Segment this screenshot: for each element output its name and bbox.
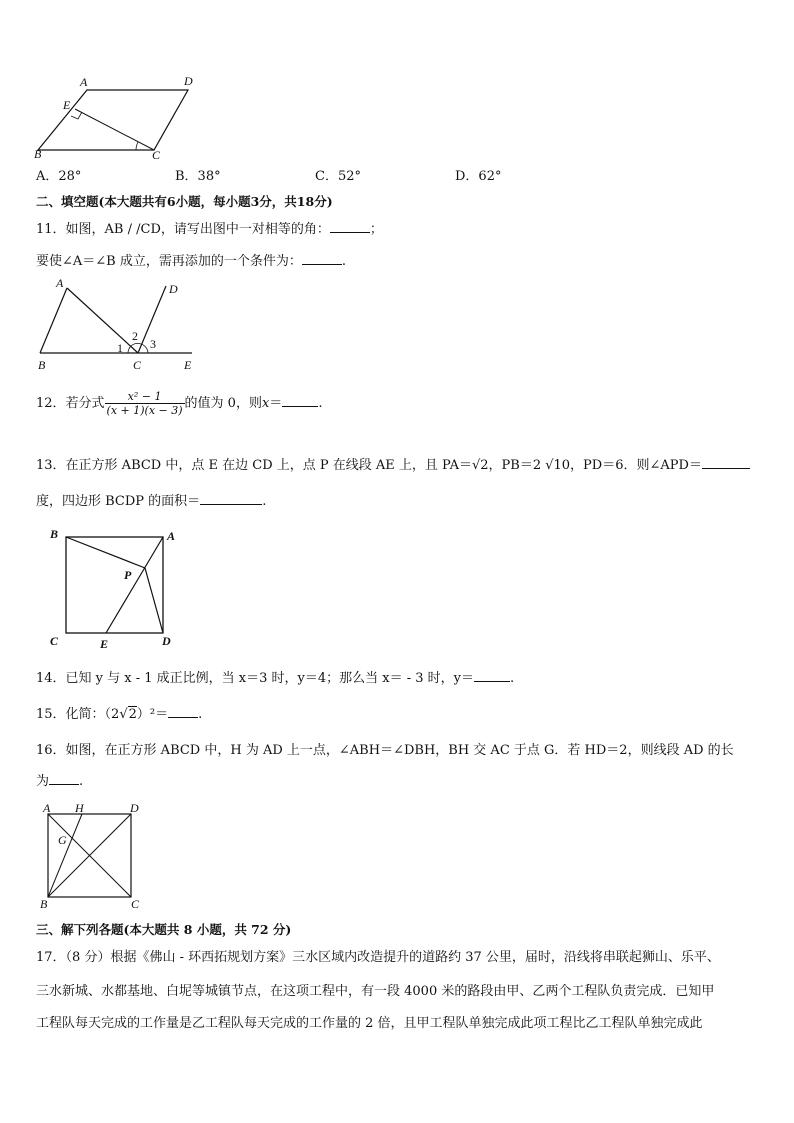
parallelogram-figure — [30, 72, 200, 162]
answer-blank — [282, 394, 318, 407]
label-a: A — [80, 75, 88, 89]
label-d: D — [184, 74, 193, 88]
label-b: B — [40, 897, 48, 910]
answer-blank — [474, 669, 510, 682]
question-13-line1: 13．在正方形 ABCD 中，点 E 在边 CD 上，点 P 在线段 AE 上，且 PA＝√2，PB＝2 √10，PD＝6．则∠APD＝ — [36, 454, 750, 473]
question-12: 12．若分式 $\frac{\text{x² − 1}}{(x + 1)(x - 3)}$ 的值为 0，则x＝ . — [36, 390, 323, 417]
answer-blank — [302, 252, 342, 265]
answer-blank — [200, 492, 262, 505]
angle-1: 1 — [117, 341, 123, 355]
question-16-line2: 为 . — [36, 774, 84, 789]
label-c: C — [152, 148, 161, 162]
section-heading-solve: 三、解下列各题(本大题共 8 小题，共 72 分) — [36, 922, 292, 937]
label-e: E — [184, 358, 192, 372]
label-d: D — [169, 282, 178, 296]
square-abcd-figure — [36, 798, 146, 910]
label-g: G — [58, 833, 67, 847]
question-13-line2: 度，四边形 BCDP 的面积＝ . — [36, 494, 267, 509]
option-b: B．38° — [175, 169, 221, 184]
question-16-line1: 16．如图，在正方形 ABCD 中，H 为 AD 上一点，∠ABH＝∠DBH，BH 交 AC 于点 G．若 HD＝2，则线段 AD 的长 — [36, 743, 734, 758]
question-17-line2: 三水新城、水都基地、白坭等城镇节点，在这项工程中，有一段 4000 米的路段由甲、乙两个工程队负责完成．已知甲 — [36, 984, 715, 999]
label-b: B — [34, 147, 42, 161]
answer-blank — [49, 772, 79, 785]
option-d: D．62° — [455, 169, 502, 184]
fraction: $\frac{\text{x² − 1}}{(x + 1)(x - 3)}$ — [106, 390, 183, 417]
question-11-line2: 要使∠A＝∠B 成立，需再添加的一个条件为： . — [36, 254, 346, 269]
label-a: A — [43, 801, 51, 815]
question-17-line1: 17．（8 分）根据《佛山 - 环西拓规划方案》三水区域内改造提升的道路约 37 公里，届时，沿线将串联起狮山、乐平、 — [36, 950, 720, 965]
label-b: B — [50, 527, 59, 541]
option-c: C．52° — [315, 169, 361, 184]
question-11-line1: 11．如图，AB / /CD，请写出图中一对相等的角： ； — [36, 222, 383, 237]
answer-blank — [330, 220, 370, 233]
label-d: D — [130, 801, 139, 815]
label-b: B — [38, 358, 46, 372]
label-p: P — [124, 568, 132, 582]
section-heading-fill-in: 二、填空题(本大题共有6小题，每小题3分，共18分) — [36, 194, 333, 209]
label-c: C — [131, 897, 140, 910]
answer-blank — [702, 456, 750, 469]
question-17-line3: 工程队每天完成的工作量是乙工程队每天完成的工作量的 2 倍，且甲工程队单独完成此项工程比乙工程队单独完成此 — [36, 1016, 703, 1031]
question-14: 14．已知 y 与 x - 1 成正比例，当 x＝3 时，y＝4；那么当 x＝ - 3 时，y＝ . — [36, 671, 515, 686]
angle-2: 2 — [132, 329, 138, 343]
angle-3: 3 — [150, 337, 156, 351]
label-e: E — [100, 637, 109, 651]
question-15: 15．化简：（2√2）²＝ . — [36, 707, 203, 722]
parallel-lines-figure — [32, 276, 202, 374]
option-a: A．28° — [36, 169, 82, 184]
answer-blank — [168, 705, 198, 718]
square-bcdp-figure — [44, 522, 184, 652]
label-a: A — [167, 529, 176, 543]
label-c: C — [133, 358, 142, 372]
label-e: E — [63, 98, 71, 112]
label-a: A — [56, 276, 64, 290]
label-c: C — [50, 634, 59, 648]
label-h: H — [75, 801, 84, 815]
label-d: D — [162, 634, 171, 648]
